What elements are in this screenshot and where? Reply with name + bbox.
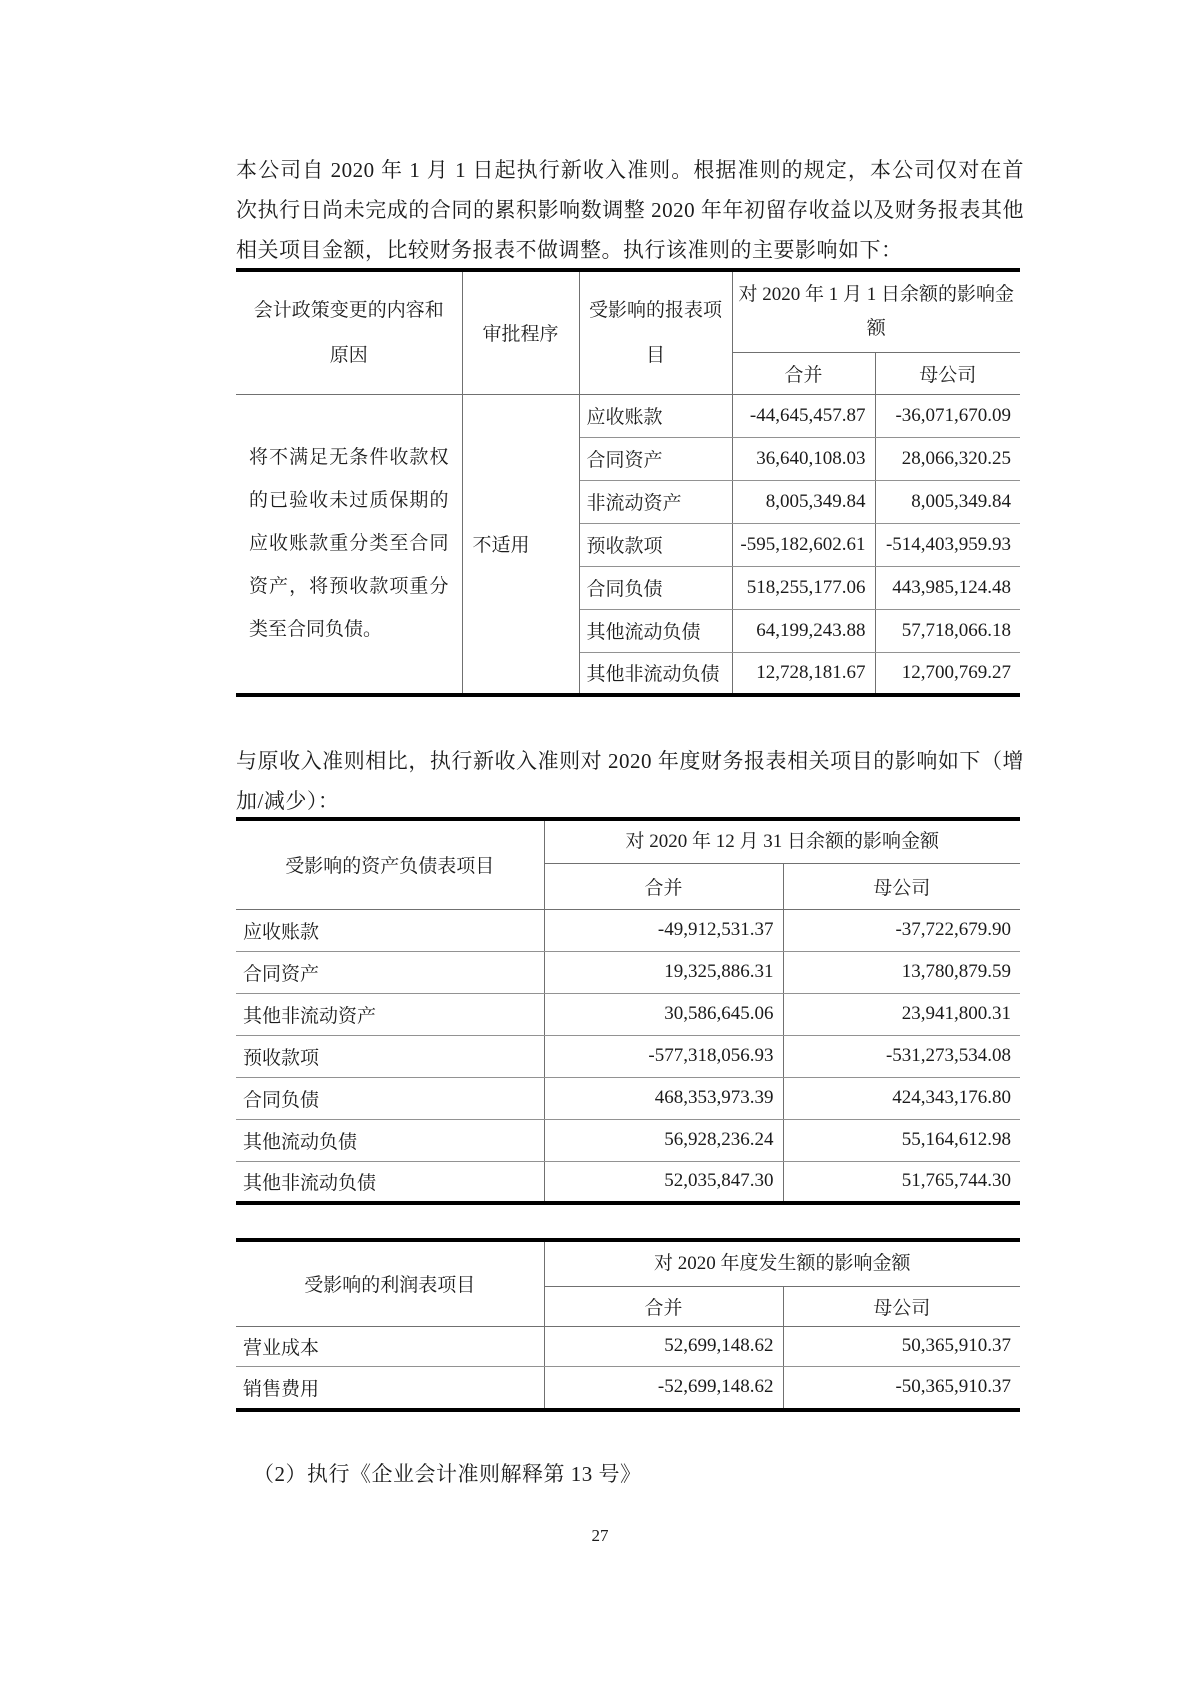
col-header-affected-item: 受影响的报表项目 bbox=[579, 270, 732, 394]
page-number: 27 bbox=[591, 1526, 609, 1545]
col-header-parent: 母公司 bbox=[783, 863, 1020, 909]
col-header-affected-item: 受影响的利润表项目 bbox=[236, 1240, 544, 1326]
item-cell: 合同资产 bbox=[236, 951, 544, 993]
item-cell: 预收款项 bbox=[579, 523, 732, 566]
item-cell: 合同负债 bbox=[579, 566, 732, 609]
table-row bbox=[236, 993, 1020, 1035]
item-cell: 预收款项 bbox=[236, 1035, 544, 1077]
consolidated-value-cell: 8,005,349.84 bbox=[732, 480, 875, 523]
accounting-policy-change-table bbox=[236, 268, 1020, 697]
parent-value-cell: 13,780,879.59 bbox=[783, 951, 1020, 993]
consolidated-value-cell: 64,199,243.88 bbox=[732, 609, 875, 652]
table-row bbox=[236, 951, 1020, 993]
col-header-consolidated: 合并 bbox=[732, 352, 875, 394]
middle-paragraph: 与原收入准则相比，执行新收入准则对 2020 年度财务报表相关项目的影响如下（增加/减少）： bbox=[236, 749, 1024, 813]
item-cell: 应收账款 bbox=[579, 394, 732, 437]
consolidated-value-cell: 19,325,886.31 bbox=[544, 951, 783, 993]
consolidated-value-cell: 52,699,148.62 bbox=[544, 1326, 783, 1366]
item-cell: 其他非流动负债 bbox=[236, 1161, 544, 1203]
balance-sheet-impact-table bbox=[236, 817, 1020, 1205]
item-cell: 非流动资产 bbox=[579, 480, 732, 523]
section-heading: （2）执行《企业会计准则解释第 13 号》 bbox=[253, 1462, 642, 1486]
consolidated-value-cell: -577,318,056.93 bbox=[544, 1035, 783, 1077]
parent-value-cell: 443,985,124.48 bbox=[875, 566, 1020, 609]
consolidated-value-cell: 12,728,181.67 bbox=[732, 652, 875, 695]
table1-header-row bbox=[236, 270, 1020, 352]
consolidated-value-cell: -52,699,148.62 bbox=[544, 1366, 783, 1410]
table-row bbox=[236, 394, 1020, 437]
col-header-impact-group: 对 2020 年 1 月 1 日余额的影响金额 bbox=[732, 270, 1020, 352]
item-cell: 其他非流动资产 bbox=[236, 993, 544, 1035]
col-header-parent: 母公司 bbox=[783, 1286, 1020, 1326]
policy-description-cell: 将不满足无条件收款权的已验收未过质保期的应收账款重分类至合同资产，将预收款项重分类至合同负债。 bbox=[236, 394, 462, 695]
parent-value-cell: 8,005,349.84 bbox=[875, 480, 1020, 523]
col-header-impact-group: 对 2020 年 12 月 31 日余额的影响金额 bbox=[544, 819, 1020, 863]
consolidated-value-cell: -595,182,602.61 bbox=[732, 523, 875, 566]
col-header-impact-group: 对 2020 年度发生额的影响金额 bbox=[544, 1240, 1020, 1286]
item-cell: 其他流动负债 bbox=[579, 609, 732, 652]
col-header-approval: 审批程序 bbox=[462, 270, 579, 394]
consolidated-value-cell: 30,586,645.06 bbox=[544, 993, 783, 1035]
table3-header-row bbox=[236, 1240, 1020, 1286]
consolidated-value-cell: 518,255,177.06 bbox=[732, 566, 875, 609]
approval-cell: 不适用 bbox=[462, 394, 579, 695]
item-cell: 应收账款 bbox=[236, 909, 544, 951]
parent-value-cell: 57,718,066.18 bbox=[875, 609, 1020, 652]
item-cell: 其他流动负债 bbox=[236, 1119, 544, 1161]
table-row bbox=[236, 1077, 1020, 1119]
consolidated-value-cell: -44,645,457.87 bbox=[732, 394, 875, 437]
parent-value-cell: -531,273,534.08 bbox=[783, 1035, 1020, 1077]
item-cell: 合同资产 bbox=[579, 437, 732, 480]
col-header-affected-item: 受影响的资产负债表项目 bbox=[236, 819, 544, 909]
item-cell: 营业成本 bbox=[236, 1326, 544, 1366]
item-cell: 销售费用 bbox=[236, 1366, 544, 1410]
intro-paragraph: 本公司自 2020 年 1 月 1 日起执行新收入准则。根据准则的规定，本公司仅对在首次执行日尚未完成的合同的累积影响数调整 2020 年年初留存收益以及财务报表其他相关项目金额，比较财务报表不做调整。执行该准则的主要影响如下： bbox=[236, 158, 1024, 262]
parent-value-cell: -37,722,679.90 bbox=[783, 909, 1020, 951]
parent-value-cell: 50,365,910.37 bbox=[783, 1326, 1020, 1366]
income-statement-impact-table bbox=[236, 1238, 1020, 1412]
parent-value-cell: 55,164,612.98 bbox=[783, 1119, 1020, 1161]
parent-value-cell: -50,365,910.37 bbox=[895, 1376, 1012, 1398]
col-header-consolidated: 合并 bbox=[544, 863, 783, 909]
table-row bbox=[236, 1161, 1020, 1203]
item-cell: 合同负债 bbox=[236, 1077, 544, 1119]
table-row bbox=[236, 1119, 1020, 1161]
parent-value-cell: 424,343,176.80 bbox=[783, 1077, 1020, 1119]
table-row bbox=[236, 909, 1020, 951]
parent-value-cell: 51,765,744.30 bbox=[901, 1170, 1012, 1192]
col-header-consolidated: 合并 bbox=[544, 1286, 783, 1326]
parent-value-cell: 12,700,769.27 bbox=[901, 661, 1012, 683]
consolidated-value-cell: 52,035,847.30 bbox=[544, 1161, 783, 1203]
table-row bbox=[236, 1366, 1020, 1410]
table2-header-row bbox=[236, 819, 1020, 863]
col-header-parent: 母公司 bbox=[875, 352, 1020, 394]
parent-value-cell: 23,941,800.31 bbox=[783, 993, 1020, 1035]
consolidated-value-cell: -49,912,531.37 bbox=[544, 909, 783, 951]
table-row bbox=[236, 1035, 1020, 1077]
parent-value-cell: -514,403,959.93 bbox=[875, 523, 1020, 566]
consolidated-value-cell: 468,353,973.39 bbox=[544, 1077, 783, 1119]
consolidated-value-cell: 36,640,108.03 bbox=[732, 437, 875, 480]
consolidated-value-cell: 56,928,236.24 bbox=[544, 1119, 783, 1161]
parent-value-cell: 28,066,320.25 bbox=[875, 437, 1020, 480]
table-row bbox=[236, 1326, 1020, 1366]
col-header-policy-change: 会计政策变更的内容和原因 bbox=[236, 270, 462, 394]
parent-value-cell: -36,071,670.09 bbox=[875, 394, 1020, 437]
item-cell: 其他非流动负债 bbox=[579, 652, 732, 695]
